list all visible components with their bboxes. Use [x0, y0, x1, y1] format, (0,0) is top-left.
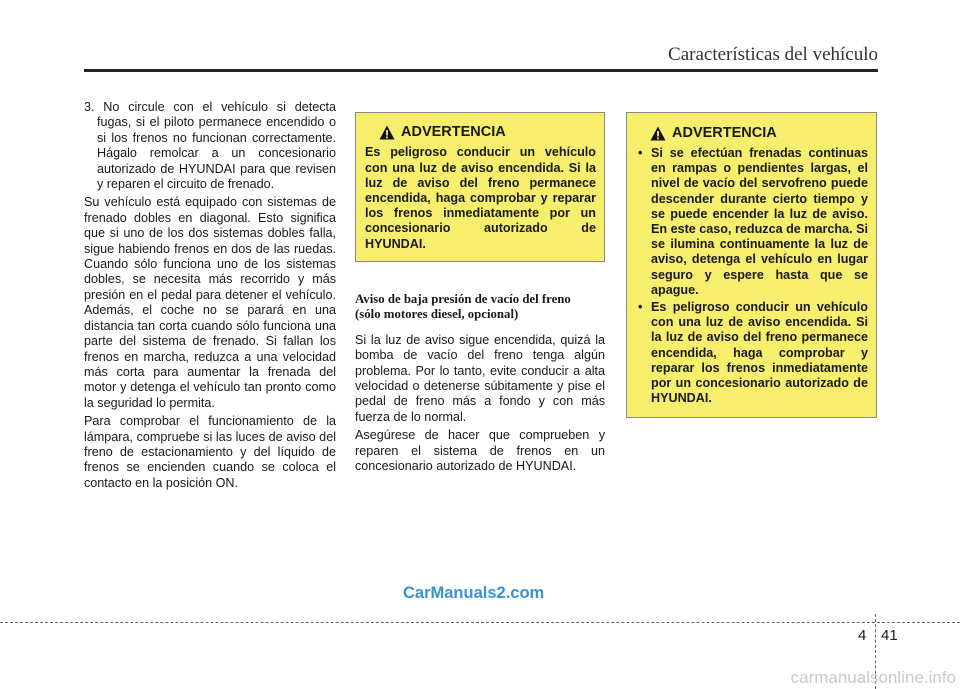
- watermark-link[interactable]: CarManuals2.com: [403, 584, 545, 602]
- warning-bullet-list: [636, 146, 868, 406]
- section-heading-line-2: (sólo motores diesel, opcional): [355, 307, 519, 322]
- warning-triangle-icon: [379, 125, 395, 140]
- warning-text: Es peligroso conducir un vehículo con una luz de aviso encendida. Si la luz de aviso del freno permanece encendida, haga comprobar y reparar los frenos inmediatamente por un concesionario autorizado de HYUNDAI.: [365, 145, 596, 251]
- chapter-number: 4: [858, 627, 867, 644]
- paragraph-dual-brakes: Su vehículo está equipado con sistemas de frenado dobles en diagonal. Esto significa que si uno de los dos sistemas dobles falla, sigue habiendo frenos en dos de las ruedas. Cuando sólo funciona uno de los sistemas dobles, se necesita más recorrido y más presión en el pedal para detener el vehículo. Además, el coche no se parará en una distancia tan corta cuando sólo funciona una parte del sistema de frenado. Si fallan los frenos en marcha, reduzca a una velocidad más corta para aumentar la frenada del motor y detenga el vehículo tan pronto como la seguridad lo permita.: [84, 195, 336, 410]
- warning-title: ADVERTENCIA: [672, 125, 777, 141]
- warning-header: [379, 125, 596, 140]
- paragraph-lamp-check: Para comprobar el funcionamiento de la lámpara, compruebe si las luces de aviso del freno de estacionamiento y del líquido de frenos se encienden cuando se coloca el contacto en la posición ON.: [84, 414, 336, 490]
- warning-triangle-icon: [650, 126, 666, 141]
- warning-header: [650, 125, 868, 141]
- header-rule: [84, 69, 878, 72]
- paragraph-vacuum-pump: Si la luz de aviso sigue encendida, quizá la bomba de vacío del freno tenga algún problema. Por lo tanto, evite conducir a alta velocidad o detenerse súbitamente y pise el pedal de freno más a fondo y con más fuerza de lo normal.: [355, 332, 605, 424]
- warning-bullet: • Es peligroso conducir un vehículo con una luz de aviso encendida. Si la luz de aviso del freno permanece encendida, haga comprobar y reparar los frenos inmediatamente por un concesionario autorizado de HYUNDAI.: [636, 300, 868, 406]
- warning-box-brake: [355, 112, 605, 262]
- footer-rule: [0, 622, 960, 623]
- warning-title: ADVERTENCIA: [401, 124, 506, 140]
- left-column: [84, 100, 336, 494]
- page-header-title: Características del vehículo: [668, 44, 878, 65]
- section-heading-line-1: Aviso de baja presión de vacío del freno: [355, 291, 571, 306]
- numbered-item-3: 3. No circule con el vehículo si detecta fugas, si el piloto permanece encendido o si los frenos no funcionan correctamente. Hágalo remolcar a un concesionario autorizado de HYUNDAI para que revisen y reparen el circuito de frenado.: [84, 100, 336, 192]
- section-heading: [355, 292, 605, 323]
- warning-box-vacuum: [626, 112, 877, 418]
- page-number: 41: [881, 627, 898, 644]
- paragraph-service: Asegúrese de hacer que comprueben y reparen el sistema de frenos en un concesionario autorizado de HYUNDAI.: [355, 428, 605, 474]
- footer-watermark: carmanualsonline.info: [790, 668, 956, 687]
- warning-bullet: • Si se efectúan frenadas continuas en rampas o pendientes largas, el nivel de vacío del servofreno puede descender durante cierto tiempo y se puede encender la luz de aviso. En este caso, reduzca de marcha. Si se ilumina continuamente la luz de aviso, detenga el vehículo en lugar seguro y espere hasta que se apague.: [636, 146, 868, 298]
- middle-column: [355, 112, 605, 477]
